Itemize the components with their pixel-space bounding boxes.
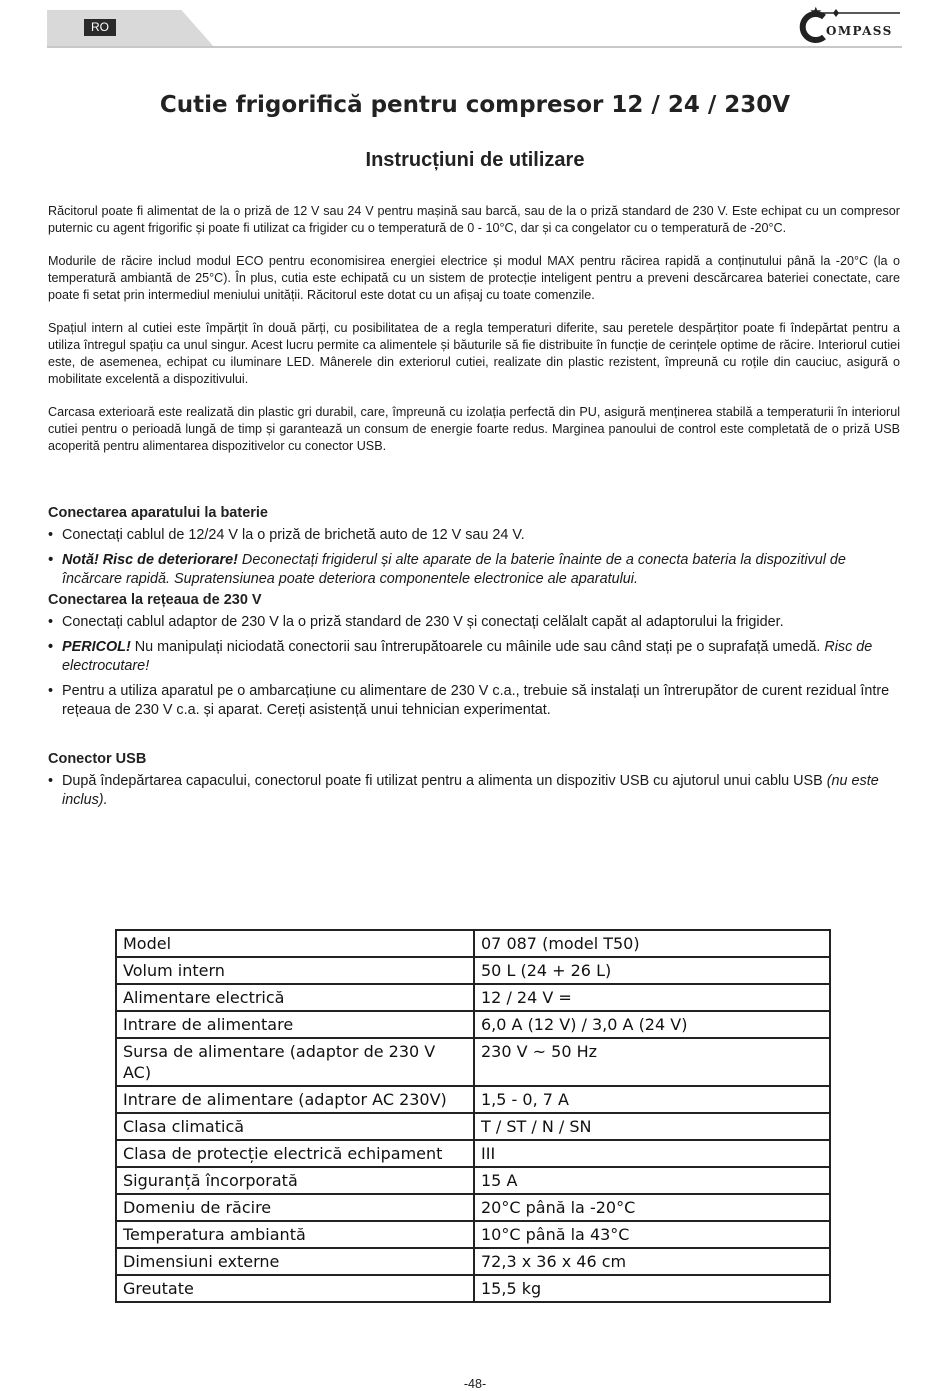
table-row (116, 1194, 830, 1221)
spec-label: Intrare de alimentare (adaptor AC 230V) (116, 1086, 474, 1113)
specifications-table (115, 929, 831, 1303)
table-row (116, 1140, 830, 1167)
spec-value: 72,3 x 36 x 46 cm (474, 1248, 830, 1275)
list-item: • Notă! Risc de deteriorare! Deconectați frigiderul și alte aparate de la baterie înainte de a conecta bateria la dispozitivul de încărcare rapidă. Supratensiunea poate deteriora componentele electronice ale aparatului. (48, 552, 846, 587)
section-heading: Conectarea la rețeaua de 230 V (48, 592, 262, 608)
table-row (116, 930, 830, 957)
list-item: • Conectați cablul de 12/24 V la o priză de brichetă auto de 12 V sau 24 V. (48, 527, 525, 543)
section-battery (48, 504, 900, 595)
page-subtitle: Instrucțiuni de utilizare (365, 149, 585, 171)
intro-paragraph: Spațiul intern al cutiei este împărțit în două părți, cu posibilitatea de a regla temperaturi diferite, sau peretele despărțitor poate fi îndepărtat pentru a utiliza întregul spațiu ca unul singur. Acest lucru permite ca alimentele și băuturile să fie distribuite în funcție de cerințele optime de răcire. Interiorul cutiei este, de asemenea, echipat cu iluminare LED. Mânerele din exteriorul cutiei, realizate din plastic rezistent, împreună cu roțile din cauciuc, asigură o mobilitate excelentă a dispozitivului. (48, 321, 900, 386)
spec-label: Greutate (116, 1275, 474, 1302)
spec-label: Temperatura ambiantă (116, 1221, 474, 1248)
spec-label: Dimensiuni externe (116, 1248, 474, 1275)
note-text: (nu este inclus). (62, 773, 879, 808)
spec-value: 07 087 (model T50) (474, 930, 830, 957)
compass-logo (792, 6, 904, 44)
list-item: • Pentru a utiliza aparatul pe o ambarcațiune cu alimentare de 230 V c.a., trebuie să instalați un întrerupător de curent rezidual între rețeaua de 230 V c.a. și aparat. Cereți asistență unui tehnician experimentat. (48, 683, 890, 718)
intro-paragraph: Răcitorul poate fi alimentat de la o priză de 12 V sau 24 V pentru mașină sau barcă, sau de la o priză standard de 230 V. Este echipat cu un compresor puternic cu agent frigorific și poate fi utilizat ca frigider cu o temperatură de 0 - 10°C, dar și ca congelator cu o temperatură de -20°C. (48, 204, 900, 235)
spec-value: 1,5 - 0, 7 A (474, 1086, 830, 1113)
table-row (116, 1038, 830, 1086)
list-item-text: După îndepărtarea capacului, conectorul poate fi utilizat pentru a alimenta un dispozitiv USB cu ajutorul unui cablu USB (62, 773, 827, 789)
list-item: • PERICOL! Nu manipulați niciodată conectorii sau întrerupătoarele cu mâinile ude sau când stați pe o suprafață umedă. Risc de electrocutare! (48, 639, 873, 674)
list-item-text: Deconectați frigiderul și alte aparate de la baterie înainte de a conecta bateria la dispozitivul de încărcare rapidă. Supratensiunea poate deteriora componentele electronice ale aparatului. (62, 552, 846, 587)
logo-text: OMPASS (826, 24, 893, 38)
list-item: • Conectați cablul adaptor de 230 V la o priză standard de 230 V și conectați celălalt capăt al adaptorului la frigider. (48, 614, 784, 630)
spec-label: Clasa climatică (116, 1113, 474, 1140)
section-heading: Conector USB (48, 751, 147, 767)
spec-value: 10°C până la 43°C (474, 1221, 830, 1248)
list-item-text: Nu manipulați niciodată conectorii sau întrerupătoarele cu mâinile ude sau când stați pe o suprafață umedă. (130, 639, 825, 655)
section-usb (48, 750, 900, 816)
intro-text (48, 203, 900, 471)
section-mains (48, 591, 900, 726)
list-item: • După îndepărtarea capacului, conectorul poate fi utilizat pentru a alimenta un dispozitiv USB cu ajutorul unui cablu USB (nu este inclus). (48, 773, 879, 808)
spec-value: 20°C până la -20°C (474, 1194, 830, 1221)
intro-paragraph: Modurile de răcire includ modul ECO pentru economisirea energiei electrice și modul MAX pentru răcirea rapidă a conținutului până la -20°C (la o temperatură ambiantă de 25°C). În plus, cutia este echipată cu un sistem de protecție inteligent pentru a preveni descărcarea bateriei conectate, care poate fi setat prin intermediul meniului unității. Răcitorul este dotat cu un afișaj cu toate comenzile. (48, 254, 900, 302)
danger-label: PERICOL! (62, 639, 131, 655)
page-number: -48- (463, 1377, 487, 1391)
spec-value: 15 A (474, 1167, 830, 1194)
list-item-text: Conectați cablul de 12/24 V la o priză de brichetă auto de 12 V sau 24 V. (62, 527, 525, 543)
spec-value: T / ST / N / SN (474, 1113, 830, 1140)
spec-label: Domeniu de răcire (116, 1194, 474, 1221)
spec-label: Model (116, 930, 474, 957)
spec-value: 50 L (24 + 26 L) (474, 957, 830, 984)
spec-label: Alimentare electrică (116, 984, 474, 1011)
table-row (116, 1275, 830, 1302)
spec-value: 12 / 24 V = (474, 984, 830, 1011)
spec-label: Sursa de alimentare (adaptor de 230 V AC) (116, 1038, 474, 1086)
spec-value: 15,5 kg (474, 1275, 830, 1302)
language-badge: RO (84, 19, 116, 36)
intro-paragraph: Carcasa exterioară este realizată din plastic gri durabil, care, împreună cu izolația perfectă din PU, asigură menținerea stabilă a temperaturii în interiorul cutiei pentru o perioadă lungă de timp și garantează un consum de energie foarte redus. Marginea panoului de control este completată de o priză USB acoperită pentru alimentarea dispozitivelor cu conector USB. (48, 405, 900, 453)
warning-label: Notă! Risc de deteriorare! (62, 552, 238, 568)
table-row (116, 1167, 830, 1194)
spec-label: Volum intern (116, 957, 474, 984)
spec-label: Clasa de protecție electrică echipament (116, 1140, 474, 1167)
spec-label: Siguranță încorporată (116, 1167, 474, 1194)
risk-text: Risc de electrocutare! (62, 639, 873, 674)
spec-label: Intrare de alimentare (116, 1011, 474, 1038)
spec-value: III (474, 1140, 830, 1167)
list-item-text: Pentru a utiliza aparatul pe o ambarcațiune cu alimentare de 230 V c.a., trebuie să instalați un întrerupător de curent rezidual între rețeaua de 230 V c.a. și aparat. Cereți asistență unui tehnician experimentat. (62, 683, 890, 718)
table-row (116, 1011, 830, 1038)
table-row (116, 1086, 830, 1113)
spec-value: 6,0 A (12 V) / 3,0 A (24 V) (474, 1011, 830, 1038)
header-rule (47, 46, 902, 48)
page-title: Cutie frigorifică pentru compresor 12 / 24 / 230V (159, 92, 791, 118)
table-row (116, 1113, 830, 1140)
list-item-text: Conectați cablul adaptor de 230 V la o priză standard de 230 V și conectați celălalt capăt al adaptorului la frigider. (62, 614, 784, 630)
table-row (116, 957, 830, 984)
table-row (116, 1248, 830, 1275)
spec-value: 230 V ~ 50 Hz (474, 1038, 830, 1086)
section-heading: Conectarea aparatului la baterie (48, 505, 268, 521)
table-row (116, 984, 830, 1011)
table-row (116, 1221, 830, 1248)
header-band (47, 10, 215, 48)
